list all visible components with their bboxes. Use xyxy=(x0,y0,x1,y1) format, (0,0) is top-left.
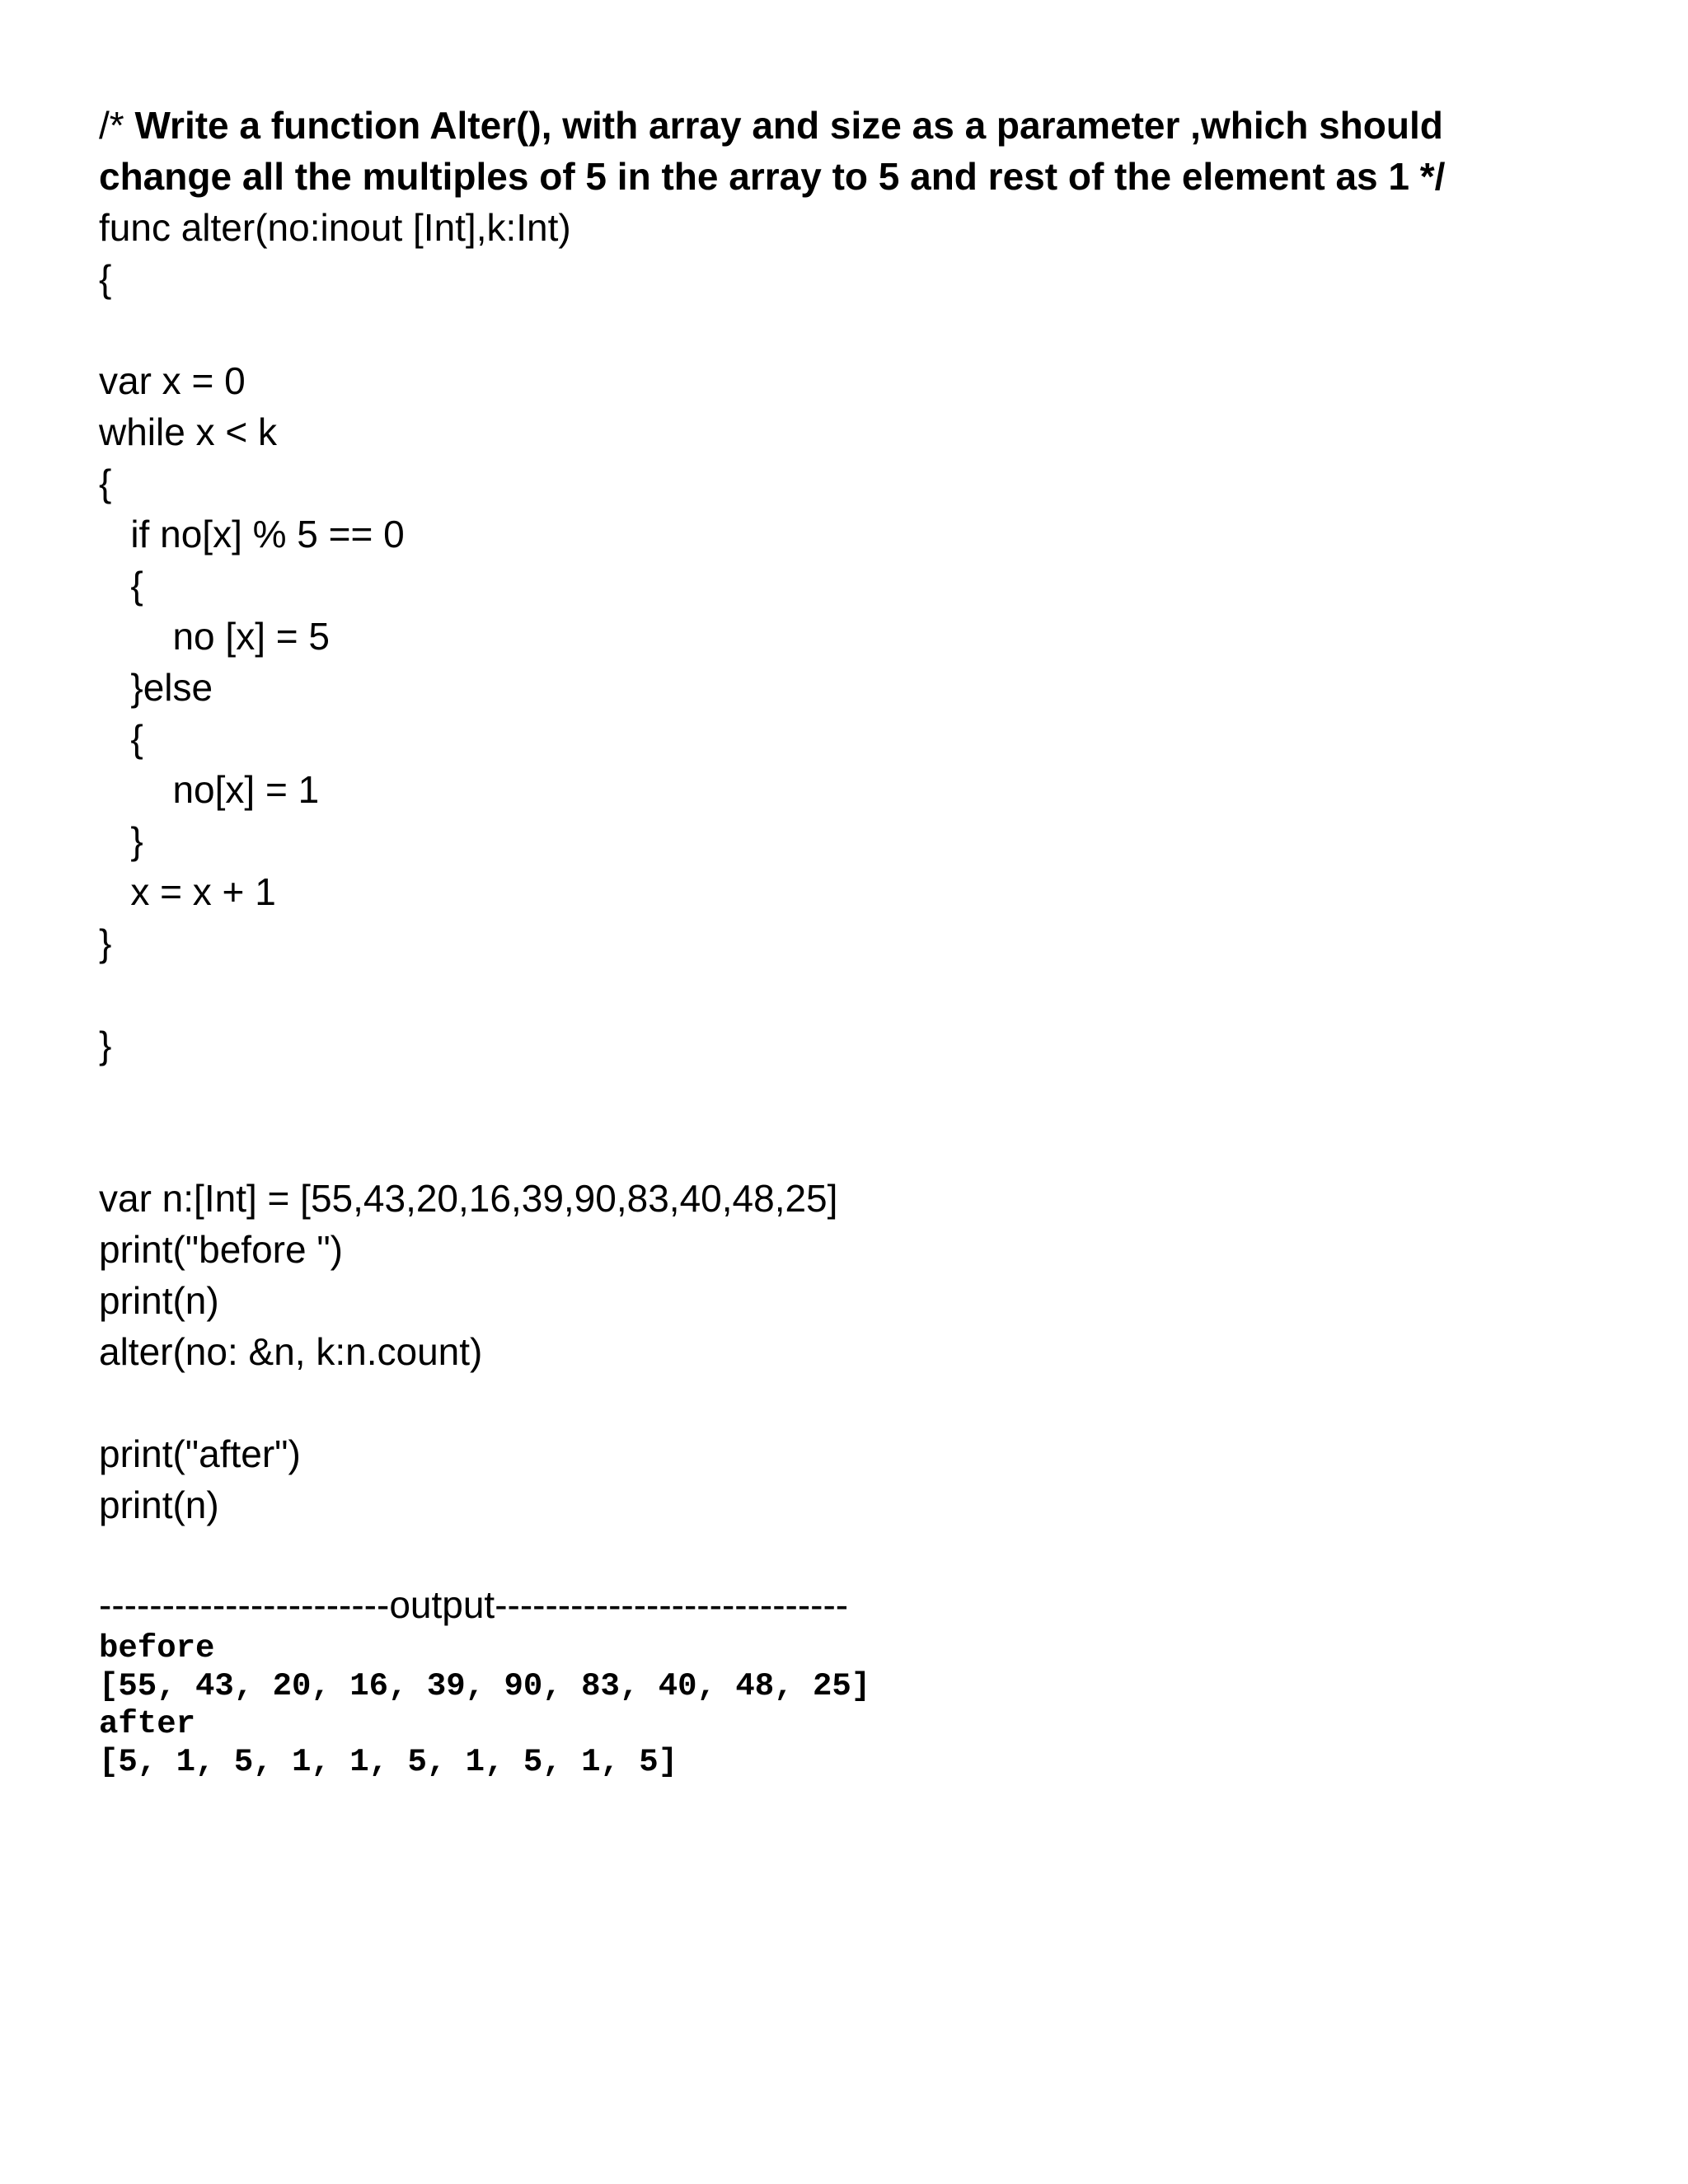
code-line: } xyxy=(99,819,143,862)
code-line: x = x + 1 xyxy=(99,870,276,913)
output-separator: -----------------------output---------------------------- xyxy=(99,1583,849,1626)
comment-open: /* xyxy=(99,104,135,147)
code-line: var x = 0 xyxy=(99,359,246,402)
code-line: } xyxy=(99,1024,112,1066)
code-line: no [x] = 5 xyxy=(99,615,330,658)
code-line: no[x] = 1 xyxy=(99,768,320,811)
code-line: func alter(no:inout [Int],k:Int) xyxy=(99,206,571,249)
code-line: if no[x] % 5 == 0 xyxy=(99,513,405,555)
output-line: before xyxy=(99,1630,215,1666)
code-line: while x < k xyxy=(99,410,278,453)
code-line: { xyxy=(99,717,143,760)
main-code-line: print("before ") xyxy=(99,1228,343,1271)
code-line: }else xyxy=(99,666,213,709)
code-line: } xyxy=(99,921,112,964)
main-code-line: print(n) xyxy=(99,1279,219,1322)
comment-line-2: change all the multiples of 5 in the array to 5 and rest of the element as 1 */ xyxy=(99,155,1446,198)
main-code-line: print(n) xyxy=(99,1483,219,1526)
main-code-line: print("after") xyxy=(99,1432,301,1475)
comment-text-1: Write a function Alter(), with array and size as a parameter ,which should xyxy=(134,104,1443,147)
code-line: { xyxy=(99,462,112,504)
output-line: [5, 1, 5, 1, 1, 5, 1, 5, 1, 5] xyxy=(99,1744,678,1780)
code-line: { xyxy=(99,257,112,300)
main-code-line: var n:[Int] = [55,43,20,16,39,90,83,40,48,25] xyxy=(99,1177,838,1220)
code-line: { xyxy=(99,564,143,607)
main-code-line: alter(no: &n, k:n.count) xyxy=(99,1330,483,1373)
output-line: after xyxy=(99,1706,196,1742)
comment-line-1 xyxy=(99,100,1443,151)
output-line: [55, 43, 20, 16, 39, 90, 83, 40, 48, 25] xyxy=(99,1668,871,1704)
